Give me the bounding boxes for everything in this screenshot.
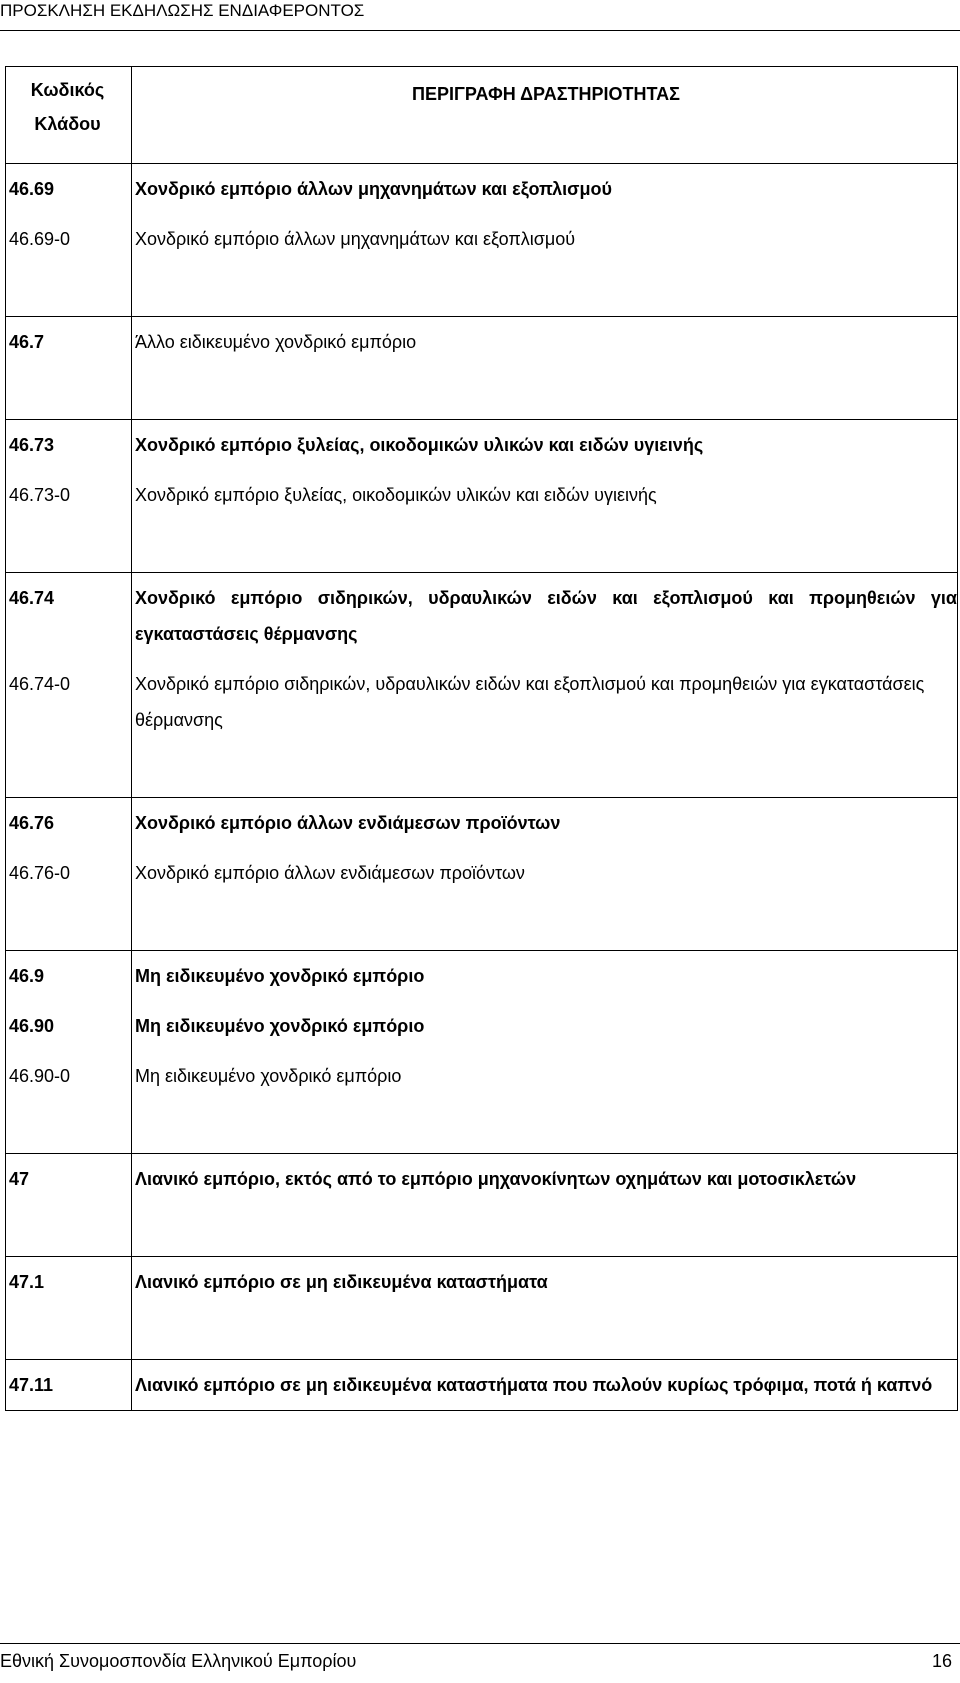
table-row xyxy=(6,659,958,745)
row-description: Χονδρικό εμπόριο άλλων μηχανημάτων και εξοπλισμού xyxy=(132,214,958,264)
row-code: 46.76 xyxy=(6,798,132,849)
table-row xyxy=(6,214,958,264)
row-description: Χονδρικό εμπόριο άλλων μηχανημάτων και εξοπλισμού xyxy=(132,164,958,215)
row-description: Μη ειδικευμένο χονδρικό εμπόριο xyxy=(132,951,958,1002)
col-header-code: Κωδικός Κλάδου xyxy=(6,67,132,164)
table-row xyxy=(6,420,958,471)
row-code: 46.69 xyxy=(6,164,132,215)
table-spacer-row xyxy=(6,1101,958,1154)
row-code: 46.73 xyxy=(6,420,132,471)
table-spacer-row xyxy=(6,1307,958,1360)
row-description: Μη ειδικευμένο χονδρικό εμπόριο xyxy=(132,1051,958,1101)
table-row xyxy=(6,1051,958,1101)
row-code: 46.90 xyxy=(6,1001,132,1051)
row-code: 47.1 xyxy=(6,1257,132,1308)
table-row xyxy=(6,1257,958,1308)
row-code: 46.69-0 xyxy=(6,214,132,264)
header-title: ΠΡΟΣΚΛΗΣΗ ΕΚΔΗΛΩΣΗΣ ΕΝΔΙΑΦΕΡΟΝΤΟΣ xyxy=(0,1,365,20)
page-header xyxy=(0,0,960,31)
row-description: Άλλο ειδικευμένο χονδρικό εμπόριο xyxy=(132,317,958,368)
row-code: 47.11 xyxy=(6,1360,132,1411)
row-description: Λιανικό εμπόριο σε μη ειδικευμένα καταστήματα που πωλούν κυρίως τρόφιμα, ποτά ή καπνό xyxy=(132,1360,958,1411)
row-description: Λιανικό εμπόριο σε μη ειδικευμένα καταστήματα xyxy=(132,1257,958,1308)
row-code: 46.73-0 xyxy=(6,470,132,520)
row-description: Χονδρικό εμπόριο σιδηρικών, υδραυλικών ειδών και εξοπλισμού και προμηθειών για εγκαταστάσεις θέρμανσης xyxy=(132,573,958,660)
row-code: 46.9 xyxy=(6,951,132,1002)
row-description: Χονδρικό εμπόριο ξυλείας, οικοδομικών υλικών και ειδών υγιεινής xyxy=(132,420,958,471)
row-description: Μη ειδικευμένο χονδρικό εμπόριο xyxy=(132,1001,958,1051)
table-row xyxy=(6,1154,958,1205)
col-header-description: ΠΕΡΙΓΡΑΦΗ ΔΡΑΣΤΗΡΙΟΤΗΤΑΣ xyxy=(132,67,958,164)
table-row xyxy=(6,1001,958,1051)
row-description: Λιανικό εμπόριο, εκτός από το εμπόριο μηχανοκίνητων οχημάτων και μοτοσικλετών xyxy=(132,1154,958,1205)
table-spacer-row xyxy=(6,520,958,573)
row-description: Χονδρικό εμπόριο άλλων ενδιάμεσων προϊόντων xyxy=(132,848,958,898)
table-row xyxy=(6,1360,958,1411)
table-header-row xyxy=(6,67,958,164)
row-description: Χονδρικό εμπόριο άλλων ενδιάμεσων προϊόντων xyxy=(132,798,958,849)
row-description: Χονδρικό εμπόριο ξυλείας, οικοδομικών υλικών και ειδών υγιεινής xyxy=(132,470,958,520)
row-code: 46.74 xyxy=(6,573,132,660)
footer-organization: Εθνική Συνομοσπονδία Ελληνικού Εμπορίου xyxy=(0,1651,357,1671)
table-row xyxy=(6,470,958,520)
page-number: 16 xyxy=(931,1651,952,1671)
row-code: 46.7 xyxy=(6,317,132,368)
row-description: Χονδρικό εμπόριο σιδηρικών, υδραυλικών ειδών και εξοπλισμού και προμηθειών για εγκαταστάσεις θέρμανσης xyxy=(132,659,958,745)
row-code: 47 xyxy=(6,1154,132,1205)
row-code: 46.74-0 xyxy=(6,659,132,745)
table-spacer-row xyxy=(6,264,958,317)
table-row xyxy=(6,573,958,660)
table-spacer-row xyxy=(6,745,958,798)
row-code: 46.76-0 xyxy=(6,848,132,898)
activity-table xyxy=(5,66,958,1411)
row-code: 46.90-0 xyxy=(6,1051,132,1101)
table-row xyxy=(6,848,958,898)
page-footer xyxy=(0,1643,960,1671)
table-spacer-row xyxy=(6,367,958,420)
table-row xyxy=(6,317,958,368)
table-spacer-row xyxy=(6,898,958,951)
table-row xyxy=(6,798,958,849)
table-spacer-row xyxy=(6,1204,958,1257)
table-row xyxy=(6,164,958,215)
table-row xyxy=(6,951,958,1002)
